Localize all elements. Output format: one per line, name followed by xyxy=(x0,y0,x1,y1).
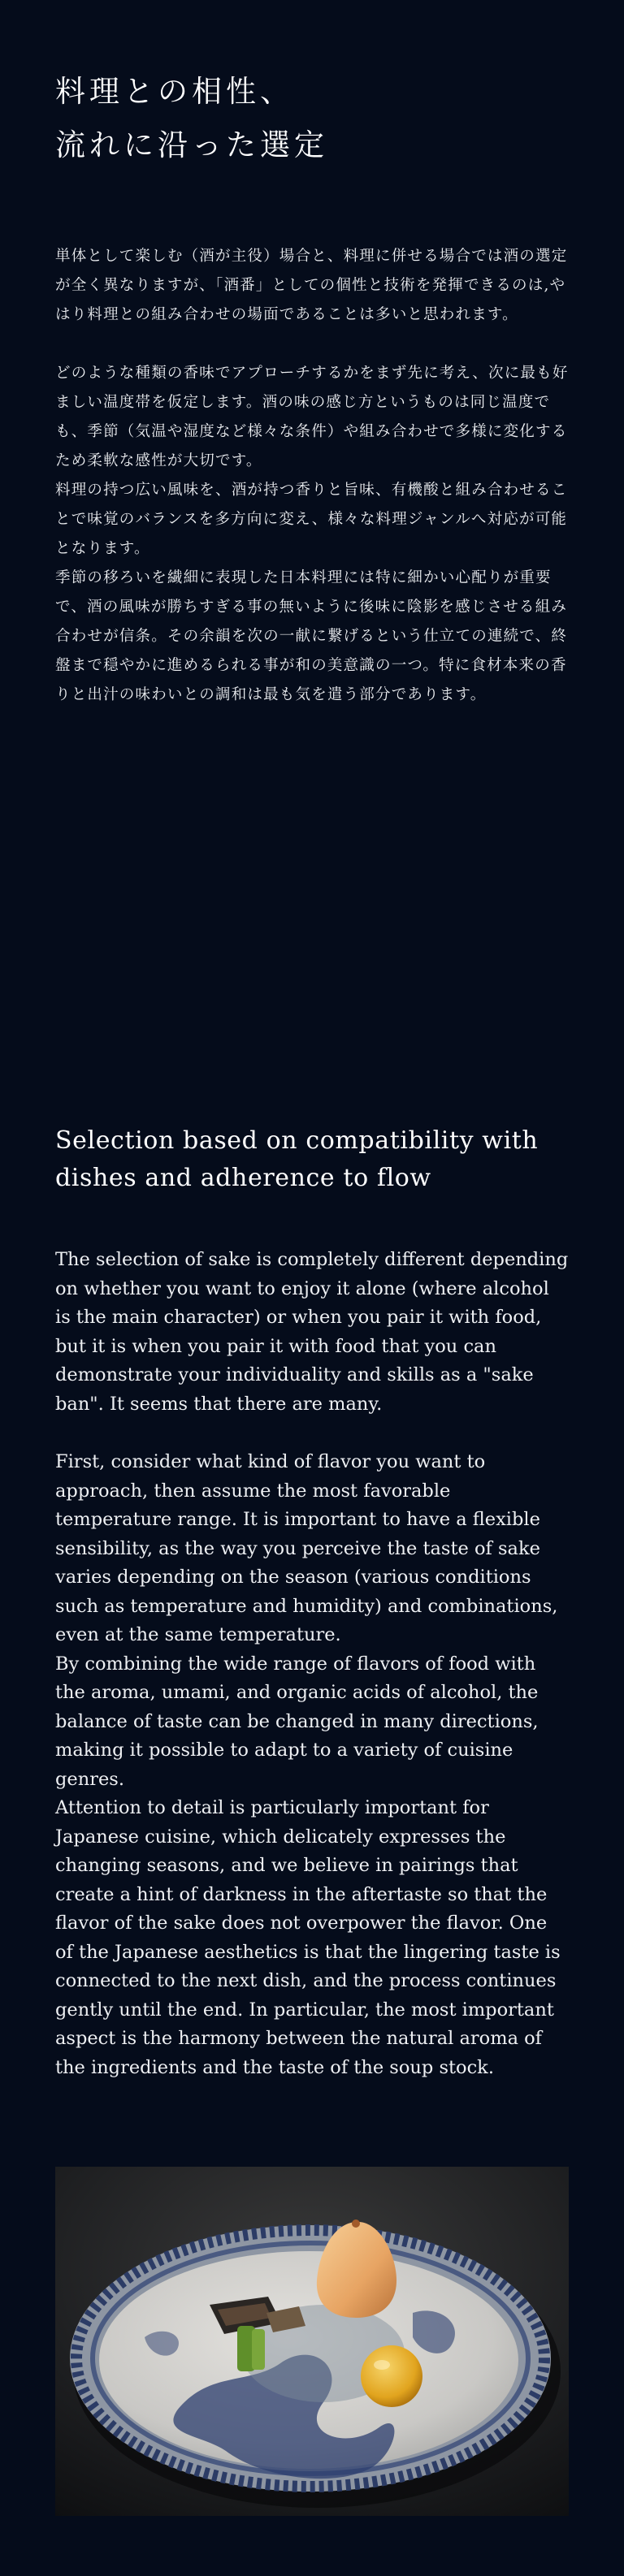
yuzu-highlight xyxy=(374,2360,390,2370)
japanese-heading xyxy=(55,65,569,172)
english-paragraph: The selection of sake is completely different depending on whether you want to enjoy it alone (where alcohol is the main character) or when you pair it with food, but it is when you pair it with food that you can demonstrate your individuality and skills as a "sake ban". It seems that there are many. xyxy=(55,1249,569,1415)
dish-photo xyxy=(55,2167,569,2516)
yuzu-fruit xyxy=(361,2345,422,2407)
english-body xyxy=(55,1246,569,2082)
paragraph-spacer xyxy=(55,330,569,359)
japanese-heading-line: 流れに沿った選定 xyxy=(55,128,328,162)
dish-photo-illustration xyxy=(55,2167,569,2516)
english-section xyxy=(55,1122,569,2082)
english-heading xyxy=(55,1122,569,1197)
english-paragraph: First, consider what kind of flavor you want to approach, then assume the most favorable temperature range. It is important to have a flexible sensibility, as the way you perceive the taste of sake varies depending on the season (various conditions such as temperature and humidity) and combinations, even at the same temperature. xyxy=(55,1451,558,1645)
japanese-paragraph: 料理の持つ広い風味を、酒が持つ香りと旨味、有機酸と組み合わせることで味覚のバランスを多方向に変え、様々な料理ジャンルへ対応が可能となります。 xyxy=(55,482,568,557)
japanese-heading-line: 料理との相性、 xyxy=(55,74,294,109)
japanese-paragraph: 季節の移ろいを繊細に表現した日本料理には特に細かい心配りが重要で、酒の風味が勝ちすぎる事の無いように後味に陰影を感じさせる組み合わせが信条。その余韻を次の一献に繋げるという仕立ての連続で、終盤まで穏やかに進めるられる事が和の美意識の一つ。特に食材本来の香りと出汁の味わいとの調和は最も気を遣う部分であります。 xyxy=(55,569,568,703)
japanese-paragraph: どのような種類の香味でアプローチするかをまず先に考え、次に最も好ましい温度帯を仮定します。酒の味の感じ方というものは同じ温度でも、季節（気温や湿度など様々な条件）や組み合わせで多様に変化するため柔軟な感性が大切です。 xyxy=(55,365,569,469)
english-paragraph: By combining the wide range of flavors of food with the aroma, umami, and organic acids of alcohol, the balance of taste can be changed in many directions, making it possible to adapt to a variety of cuisine genres. xyxy=(55,1653,539,1790)
english-heading-line: Selection based on compatibility with xyxy=(55,1126,539,1155)
japanese-paragraph: 単体として楽しむ（酒が主役）場合と、料理に併せる場合では酒の選定が全く異なりますが、「酒番」としての個性と技術を発揮できるのは,やはり料理との組み合わせの場面であることは多いと思われます。 xyxy=(55,248,568,323)
paragraph-spacer xyxy=(55,1419,569,1448)
persimmon-top xyxy=(352,2219,360,2228)
japanese-section xyxy=(55,65,569,710)
green-vegetable xyxy=(252,2329,265,2370)
japanese-body xyxy=(55,242,569,710)
english-heading-line: dishes and adherence to flow xyxy=(55,1164,431,1192)
english-paragraph: Attention to detail is particularly important for Japanese cuisine, which delicately expresses the changing seasons, and we believe in pairings that create a hint of darkness in the aftertaste so that the flavor of the sake does not overpower the flavor. One of the Japanese aesthetics is that the lingering taste is connected to the next dish, and the process continues gently until the end. In particular, the most important aspect is the harmony between the natural aroma of the ingredients and the taste of the soup stock. xyxy=(55,1797,561,2078)
